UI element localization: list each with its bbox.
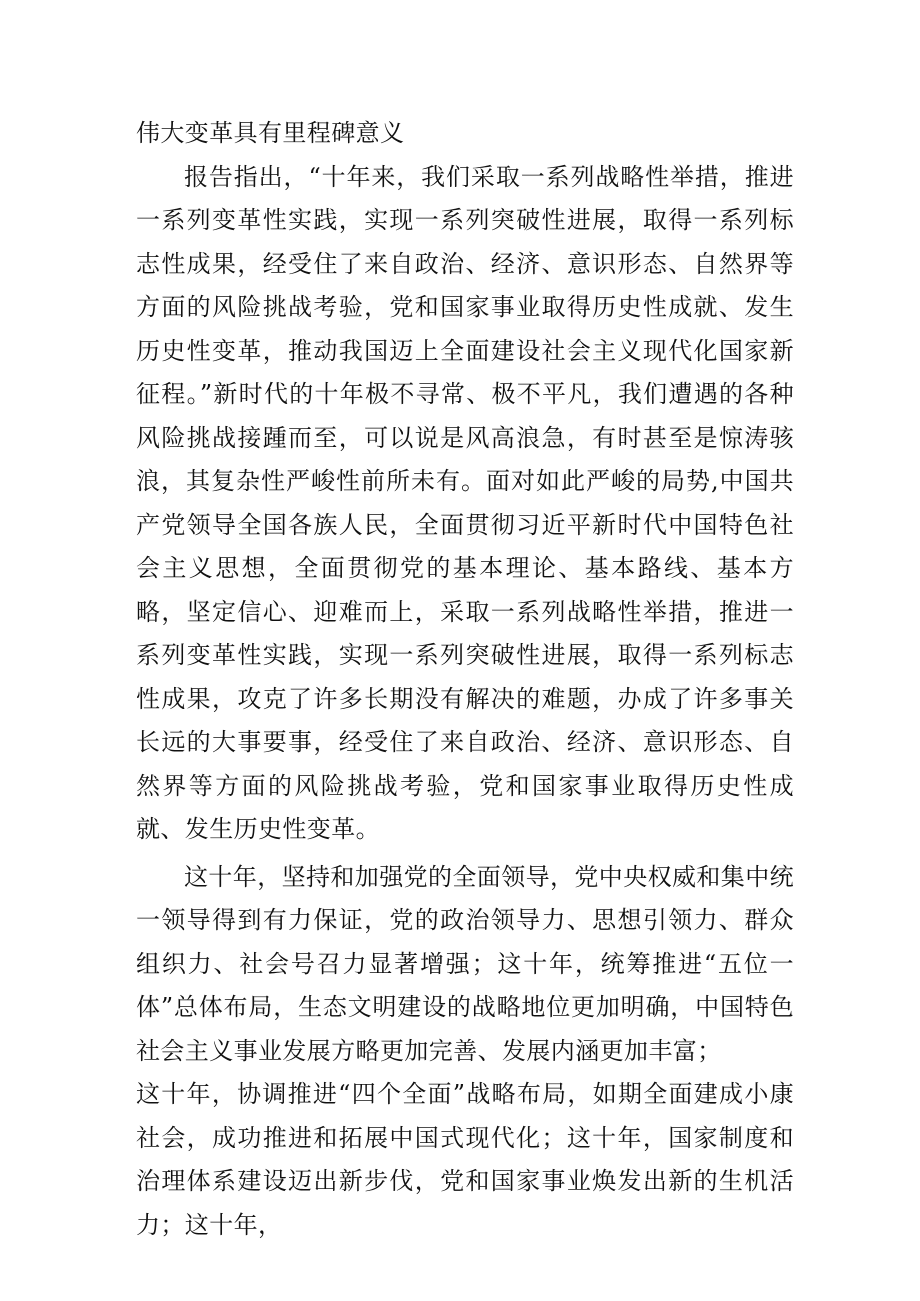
- paragraph-1: 报告指出，“十年来，我们采取一系列战略性举措，推进一系列变革性实践，实现一系列突破性进展，取得一系列标志性成果，经受住了来自政治、经济、意识形态、自然界等方面的风险挑战考验，党和国家事业取得历史性成就、发生历史性变革，推动我国迈上全面建设社会主义现代化国家新征程。”新时代的十年极不寻常、极不平凡，我们遭遇的各种风险挑战接踵而至，可以说是风高浪急，有时甚至是惊涛骇浪，其复杂性严峻性前所未有。面对如此严峻的局势,中国共产党领导全国各族人民，全面贯彻习近平新时代中国特色社会主义思想，全面贯彻党的基本理论、基本路线、基本方略，坚定信心、迎难而上，采取一系列战略性举措，推进一系列变革性实践，实现一系列突破性进展，取得一系列标志性成果，攻克了许多长期没有解决的难题，办成了许多事关长远的大事要事，经受住了来自政治、经济、意识形态、自然界等方面的风险挑战考验，党和国家事业取得历史性成就、发生历史性变革。: [136, 162, 794, 843]
- section-heading-fragment: 伟大变革具有里程碑意义: [136, 119, 405, 147]
- paragraph-2: 这十年，坚持和加强党的全面领导，党中央权威和集中统一领导得到有力保证，党的政治领导力、思想引领力、群众组织力、社会号召力显著增强；这十年，统筹推进“五位一体”总体布局，生态文明建设的战略地位更加明确，中国特色社会主义事业发展方略更加完善、发展内涵更加丰富；: [136, 862, 794, 1065]
- document-body: [136, 112, 794, 1247]
- paragraph-3: 这十年，协调推进“四个全面”战略布局，如期全面建成小康社会，成功推进和拓展中国式现代化；这十年，国家制度和治理体系建设迈出新步伐，党和国家事业焕发出新的生机活力；这十年，: [136, 1080, 794, 1239]
